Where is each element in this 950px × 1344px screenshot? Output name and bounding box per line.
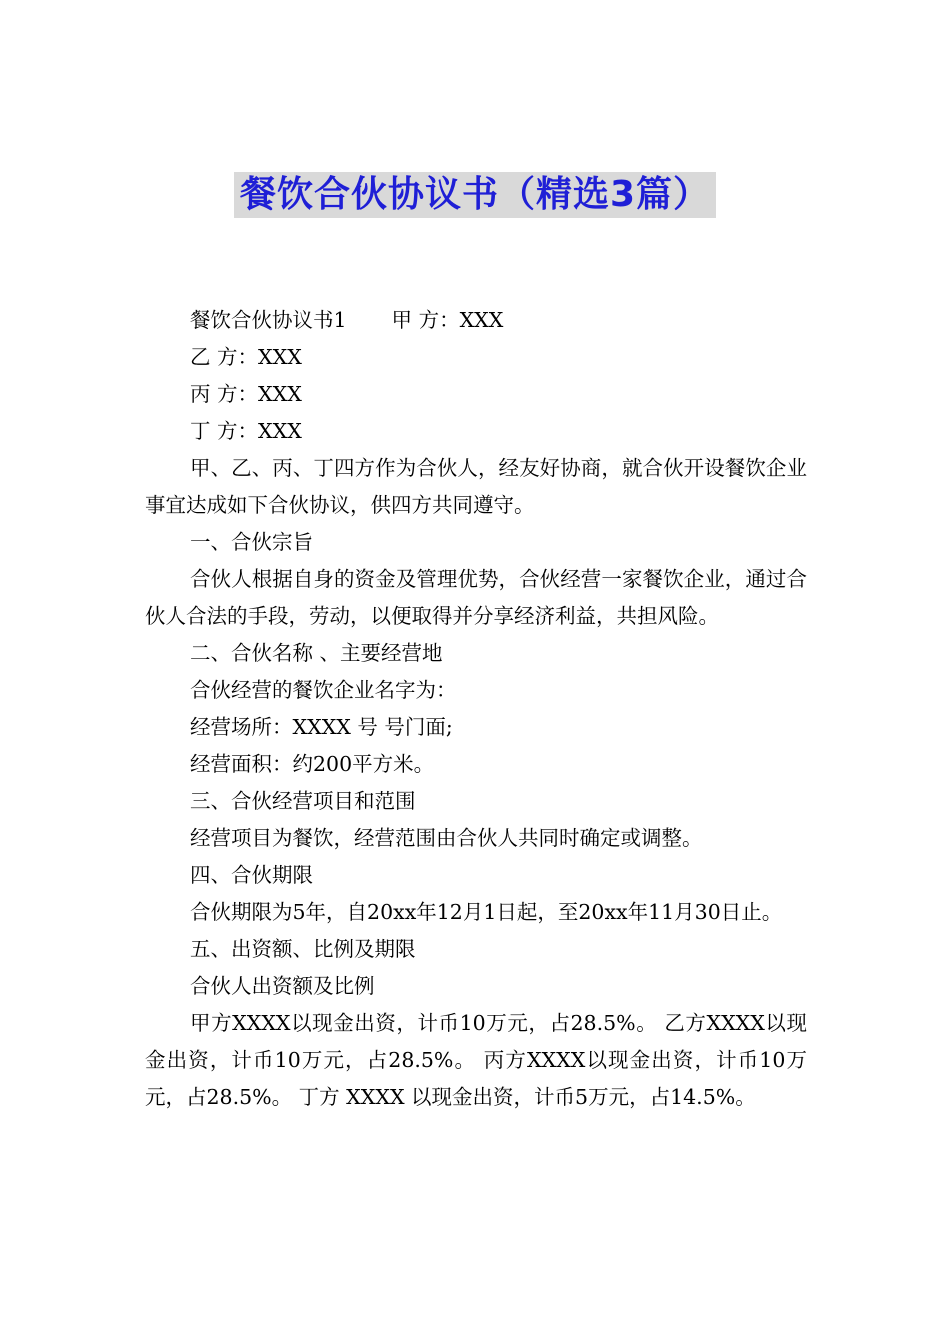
section-heading-1: 一、合伙宗旨 [190,530,313,554]
document-body [145,302,807,1116]
paragraph-preamble: 甲、乙、丙、丁四方作为合伙人，经友好协商，就合伙开设餐饮企业事宜达成如下合伙协议，供四方共同遵守。 [145,456,807,517]
paragraph-area: 经营面积：约200平方米。 [190,752,435,776]
party-b-line: 乙 方：XXX [190,345,302,369]
party-c-line: 丙 方：XXX [190,382,302,406]
section-heading-3: 三、合伙经营项目和范围 [190,789,416,813]
paragraph-contribution-heading: 合伙人出资额及比例 [190,974,375,998]
paragraph-intro [145,302,807,339]
paragraph-contributions: 甲方XXXX以现金出资，计币10万元，占28.5%。 乙方XXXX以现金出资，计币10万元，占28.5%。 丙方XXXX以现金出资，计币10万元，占28.5%。 丁方 XXXX 以现金出资，计币5万元，占14.5%。 [145,1011,807,1109]
paragraph-enterprise-name: 合伙经营的餐饮企业名字为： [190,678,457,702]
paragraph-term: 合伙期限为5年，自20xx年12月1日起，至20xx年11月30日止。 [190,900,783,924]
document-title: 餐饮合伙协议书（精选3篇） [234,172,716,218]
paragraph-scope: 经营项目为餐饮，经营范围由合伙人共同时确定或调整。 [190,826,703,850]
title-container [0,172,950,218]
section-heading-5: 五、出资额、比例及期限 [190,937,416,961]
party-d-line: 丁 方：XXX [190,419,302,443]
paragraph-purpose: 合伙人根据自身的资金及管理优势，合伙经营一家餐饮企业，通过合伙人合法的手段，劳动，以便取得并分享经济利益，共担风险。 [145,567,807,628]
agreement-heading: 餐饮合伙协议书1 [190,308,347,332]
party-a-line: 甲 方：XXX [391,308,504,332]
paragraph-premises: 经营场所：XXXX 号 号门面; [190,715,453,739]
section-heading-4: 四、合伙期限 [190,863,313,887]
section-heading-2: 二、合伙名称 、主要经营地 [190,641,443,665]
